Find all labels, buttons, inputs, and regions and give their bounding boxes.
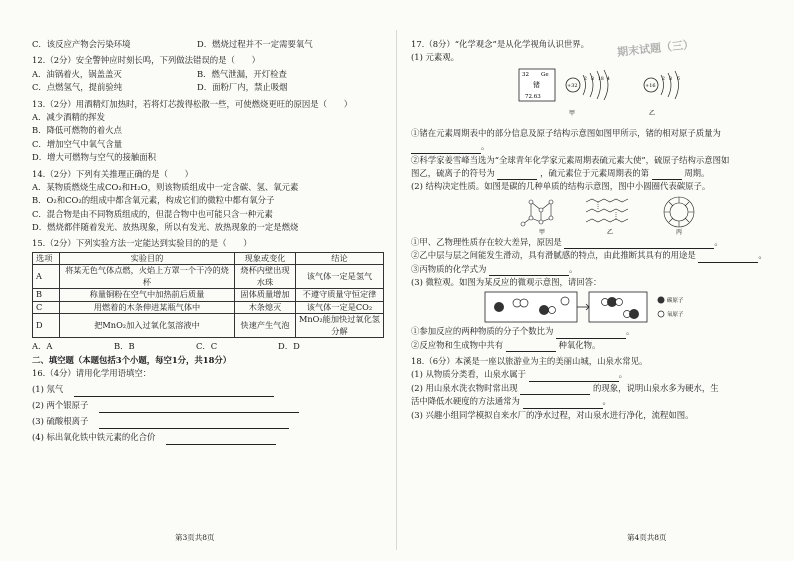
q15-answer-d: D．D: [278, 341, 300, 352]
q17-stem: 17.（8分）“化学观念”是从化学视角认识世界。: [411, 39, 589, 49]
carbon-structures-svg: [411, 194, 781, 236]
carbon-label-bing: 丙: [676, 228, 683, 236]
answer-blank[interactable]: [564, 239, 714, 249]
q15-answer-a: A．A: [32, 341, 53, 352]
question-text: 活中降低水硬度的方法通常为: [411, 396, 520, 407]
shell-count: 18: [598, 76, 604, 82]
answer-blank[interactable]: [529, 372, 619, 382]
q13-option-b: B．降低可燃物的着火点: [32, 125, 122, 136]
section-2-heading: 二、填空题（本题包括3个小题，每空1分，共18分）: [32, 354, 232, 365]
answer-blank[interactable]: [489, 266, 569, 276]
element-symbol: Ge: [541, 71, 549, 78]
answer-blank[interactable]: [698, 253, 758, 263]
table-cell: 用燃着的木条伸进某瓶气体中: [60, 301, 235, 314]
shell-count: 6: [677, 76, 680, 82]
product-box: [589, 292, 647, 322]
question-text: ，硫元素位于元素周期表的第: [540, 167, 649, 178]
q17-1-q1: [411, 127, 770, 140]
answer-blank[interactable]: [497, 170, 537, 180]
table-header: 选项: [33, 252, 60, 265]
q13-stem: 13.（2分）用酒精灯加热时，若将灯芯拨得松散一些，可使燃烧更旺的原因是（ ）: [32, 98, 353, 109]
answer-blank[interactable]: [652, 170, 682, 180]
legend-carbon: 碳原子: [667, 298, 684, 305]
q12-options-ab: [32, 68, 387, 81]
electron-shell: [675, 71, 679, 99]
table-cell: 把MnO₂加入过氧化氢溶液中: [60, 314, 235, 338]
q18-item-2b: 活中降低水硬度的方法通常为 。: [411, 395, 770, 408]
electron-shell: [604, 70, 608, 100]
answer-blank[interactable]: [506, 342, 556, 352]
table-cell: 固体质量增加: [235, 289, 296, 302]
q17-2-q1: ①甲、乙物理性质存在较大差异，原因是 。: [411, 236, 770, 249]
c60-structure: [664, 197, 694, 227]
faded-title-stamp: 期末试题（三）: [616, 38, 695, 59]
atom2-nucleus: +16: [645, 82, 656, 89]
table-cell: B: [33, 289, 60, 302]
table-header: 现象或变化: [235, 252, 296, 265]
q17-1-q2b: [411, 167, 770, 180]
right-page: [397, 0, 794, 561]
q14-option-a: A．某物质燃烧生成CO₂和H₂O，则该物质组成中一定含碳、氢、氧元素: [32, 181, 299, 192]
q12-option-a: A．油锅着火，锅盖盖灭: [32, 68, 122, 79]
question-text: 的现象，说明山泉水多为硬水，生: [593, 382, 719, 393]
legend-oxygen: 氧原子: [667, 312, 684, 319]
q18-stem: 18.（6分）本溪是一座以旅游业为主的美丽山城，山泉水常见。: [411, 356, 648, 367]
answer-blank[interactable]: [411, 144, 481, 154]
q11-options-cd: [32, 38, 387, 51]
q12-stem: 12.（2分）安全警钟应时刻长鸣，下列做法错误的是（ ）: [32, 55, 261, 66]
element-name: 锗: [533, 80, 540, 89]
table-header: 实验目的: [60, 252, 235, 265]
q11-option-c: C．该反应产物会污染环境: [32, 39, 131, 49]
q17-3-q2: [411, 339, 770, 352]
q15-stem: 15.（2分）下列实验方法一定能达到实验目的的是（ ）: [32, 238, 252, 249]
reaction-svg: [411, 289, 781, 325]
table-cell: 烧杯内壁出现水珠: [235, 265, 296, 289]
q17-2-q2: ②乙中层与层之间能发生滑动，具有滑腻感的特点，由此推断其具有的用途是 。: [411, 249, 770, 262]
question-text: (1) 从物质分类看，山泉水属于: [411, 369, 527, 380]
q17-sub1: (1) 元素观。: [411, 52, 460, 63]
question-text: ③丙物质的化学式为: [411, 263, 487, 274]
question-text: 周期。: [684, 167, 710, 178]
q12-option-b: B．燃气泄漏，开灯检查: [197, 68, 287, 79]
q17-sub3: (3) 微粒观。如图为某反应的微观示意图，请回答：: [411, 276, 602, 287]
table-cell: 快速产生气泡: [235, 314, 296, 338]
page-number: 第4页共8页: [627, 533, 667, 542]
table-cell: D: [33, 314, 60, 338]
q12-option-d: D．面粉厂内，禁止吸烟: [197, 82, 288, 93]
table-cell: A: [33, 265, 60, 289]
page-number: 第3页共8页: [175, 533, 215, 542]
q12-option-c: C．点燃氢气，提前验纯: [32, 82, 123, 93]
table-row: [33, 314, 384, 338]
answer-blank[interactable]: [99, 419, 289, 429]
q16-stem: 16.（4分）请用化学用语填空：: [32, 368, 152, 379]
question-text: ②反应物和生成物中共有: [411, 339, 504, 350]
figure-label-yi: 乙: [649, 109, 656, 117]
q14-option-c: C．混合物是由不同物质组成的，但混合物中也可能只含一种元素: [32, 208, 273, 219]
q14-option-d: D．燃烧都伴随着发光、放热现象，所以有发光、放热现象的一定是燃烧: [32, 222, 299, 233]
oxygen-legend-dot: [658, 311, 664, 317]
q17-1-q1-blank-line: 。: [411, 140, 770, 153]
diamond-structure: [521, 200, 553, 226]
q14-stem: 14.（2分）下列有关推理正确的是（ ）: [32, 168, 194, 179]
q15-answer-c: C．C: [196, 341, 218, 352]
q12-options-cd: [32, 81, 387, 94]
question-text: ①锗在元素周期表中的部分信息及原子结构示意图如图甲所示，锗的相对原子质量为: [411, 127, 721, 138]
table-row: [33, 301, 384, 314]
q11-option-d: D．燃烧过程并不一定需要氧气: [197, 39, 313, 49]
answer-blank[interactable]: [166, 435, 276, 445]
q16-item-4: [32, 429, 387, 445]
q13-option-a: A．减少酒精的挥发: [32, 111, 106, 122]
element-number: 32: [522, 71, 529, 78]
question-text: 种氧化物。: [558, 339, 601, 350]
element-figure-svg: [411, 65, 781, 127]
q16-item-2: [32, 397, 387, 413]
atom1-nucleus: +32: [567, 82, 578, 89]
carbon-label-jia: 甲: [539, 228, 546, 236]
table-row: [33, 289, 384, 302]
q16-item-3: [32, 413, 387, 429]
electron-shell: [597, 71, 601, 99]
q13-option-c: C．增加空气中氧气含量: [32, 138, 123, 149]
q18-item-3: (3) 兴趣小组同学模拟自来水厂的净水过程，对山泉水进行净化，流程如图。: [411, 409, 694, 420]
answer-blank[interactable]: [523, 399, 603, 409]
table-cell: 木条熄灭: [235, 301, 296, 314]
question-text: ②乙中层与层之间能发生滑动，具有滑腻感的特点，由此推断其具有的用途是: [411, 250, 696, 261]
carbon-legend-dot: [658, 297, 665, 304]
q16-item-label: (2) 两个银原子: [32, 399, 89, 410]
table-cell: 将某无色气体点燃，火焰上方罩一个干冷的烧杯: [60, 265, 235, 289]
table-header: 结论: [296, 252, 384, 265]
shell-count: 2: [662, 76, 665, 82]
shell-count: 2: [584, 76, 587, 82]
shell-count: 4: [607, 76, 610, 82]
table-cell: C: [33, 301, 60, 314]
table-row: [33, 265, 384, 289]
q15-table: [32, 252, 384, 339]
table-cell: MnO₂能加快过氧化氢分解: [296, 314, 384, 338]
answer-blank[interactable]: [520, 385, 590, 395]
q13-option-d: D．增大可燃物与空气的接触面积: [32, 152, 156, 163]
table-cell: 该气体一定是氢气: [296, 265, 384, 289]
question-text: 图乙，硫离子的符号为: [411, 167, 495, 178]
q16-item-1: [32, 381, 387, 397]
q15-answer-b: B．B: [114, 341, 135, 352]
q16-item-label: (1) 氖气: [32, 383, 64, 394]
question-text: (2) 用山泉水洗衣物时常出现: [411, 382, 518, 393]
table-cell: 称量铜粉在空气中加热前后质量: [60, 289, 235, 302]
figure-label-jia: 甲: [569, 109, 576, 117]
q18-item-2: [411, 382, 770, 395]
question-text: ①甲、乙物理性质存在较大差异，原因是: [411, 236, 562, 247]
q16-item-label: (3) 硫酸根离子: [32, 415, 89, 426]
q16-item-label: (4) 标出氧化铁中铁元素的化合价: [32, 431, 156, 442]
shell-count: 8: [591, 76, 594, 82]
answer-blank[interactable]: [99, 403, 299, 413]
answer-blank[interactable]: [556, 329, 626, 339]
q17-2-q3: ③丙物质的化学式为 。: [411, 263, 770, 276]
q14-option-b: B．O₂和CO₂的组成中都含氧元素，构成它们的微粒中都有氧分子: [32, 195, 275, 206]
q17-1-q2a: ②科学家姜雪峰当选为“全球青年化学家元素周期表硫元素大使”，硫原子结构示意图如: [411, 154, 730, 165]
table-header-row: [33, 252, 384, 265]
element-figure: [411, 65, 770, 127]
table-cell: 该气体一定是CO₂: [296, 301, 384, 314]
question-text: ①参加反应的两种物质的分子个数比为: [411, 326, 554, 337]
element-mass: 72.63: [525, 93, 541, 100]
q17-3-q1: ①参加反应的两种物质的分子个数比为 。: [411, 325, 770, 338]
table-cell: 不遵守质量守恒定律: [296, 289, 384, 302]
q15-answer-options: [32, 340, 387, 353]
graphite-structure: [586, 199, 628, 222]
reaction-figure: [411, 289, 770, 325]
carbon-label-yi: 乙: [607, 228, 614, 236]
shell-count: 8: [669, 76, 672, 82]
q17-sub2: (2) 结构决定性质。如图是碳的几种单质的结构示意图，图中小圆圈代表碳原子。: [411, 181, 711, 192]
q18-item-1: (1) 从物质分类看，山泉水属于 。: [411, 368, 770, 381]
answer-blank[interactable]: [74, 387, 274, 397]
carbon-structures-figure: [411, 194, 770, 236]
